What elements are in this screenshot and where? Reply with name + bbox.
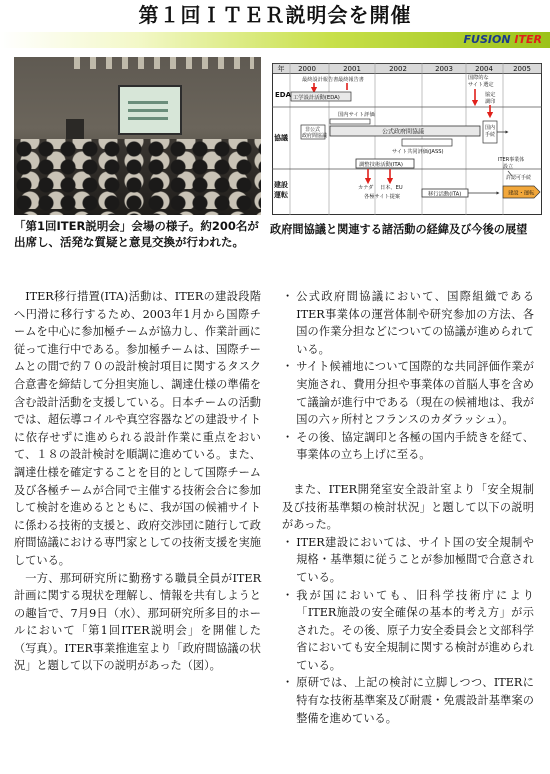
list-item: ・ 原研では、上記の検討に立脚しつつ、ITERに特有な技術基準案及び耐震・免震設計基準案の整備を進めている。 (282, 676, 534, 725)
right-column (282, 288, 534, 727)
row-label-eda: EDA (275, 91, 292, 99)
page-title: 第１回ＩＴＥＲ説明会を開催 (138, 3, 412, 27)
svg-text:設立: 設立 (503, 164, 514, 170)
label-japan-eu: 日本、EU (380, 185, 403, 191)
svg-text:協定: 協定 (485, 92, 496, 98)
label-transition: 移行活動(ITA) (428, 191, 462, 198)
left-paragraph-1: ITER移行措置(ITA)活動は、ITERの建設段階へ円滑に移行するため、2003年1月から国際チームを中心に参加極チームが協力し、作業計画に従って進行中である。参加極チームは、国際チームとの間で約７０の設計検討項目に関するタスク合意書を締結して分担実施し、調達仕様の準備を含む設計活動を支援している。日本チームの活動では、超伝導コイルや真空容器などの建設サイトに依存せずに進められる設計作業に重点をおいて、１８の設計検討を順調に進めている。また、調達仕様を確定することを目的として国際チーム及び各極チームが合同で主催する技術会合に参加して検討を進めるとともに、我が国の候補サイトに係わる技術的支援と、政府交渉団に随行して政府間協議における専門家としての技術支援を実施している。 (14, 290, 261, 567)
svg-text:運転: 運転 (274, 191, 288, 199)
svg-text:非公式: 非公式 (305, 127, 321, 133)
left-column (14, 288, 261, 675)
label-site-offers: 各極サイト提案 (364, 194, 400, 200)
svg-text:手続: 手続 (485, 132, 496, 138)
svg-text:ITER事業体: ITER事業体 (498, 157, 525, 163)
audience (14, 139, 261, 215)
left-paragraph-2: 一方、那珂研究所に勤務する職員全員がITER計画に関する現状を理解し、情報を共有しようとの趣旨で、7月9日（水）、那珂研究所多目的ホールにおいて「第1回ITER説明会」を開催した（写真）。ITER事業推進室より「政府間協議の状況」と題して以下の説明があった（図）。 (14, 571, 261, 673)
year-header-5: 2004 (475, 65, 493, 73)
figure-caption: 政府間協議と関連する諸活動の経緯及び今後の展望 (270, 223, 528, 236)
brand-prefix: FUSION (463, 33, 511, 46)
year-header-1: 2000 (298, 65, 316, 73)
svg-text:調印: 調印 (485, 99, 496, 105)
svg-text:国際的な: 国際的な (468, 75, 489, 81)
year-header-0: 年 (277, 65, 285, 73)
label-jass: サイト共同評価(JASS) (392, 149, 444, 155)
brand-suffix: ITER (514, 33, 542, 46)
list-item: ・ その後、協定調印と各極の国内手続きを経て、事業体の立ち上げに至る。 (282, 430, 534, 462)
list-item: ・ ITER建設においては、サイト国の安全規制や規格・基準類に従うことが参加極間で合意されている。 (282, 535, 534, 584)
svg-text:政府間協議: 政府間協議 (302, 133, 328, 139)
svg-text:建設: 建設 (274, 181, 288, 189)
label-permit: 許認可手続 (506, 175, 532, 181)
meeting-photo (14, 57, 261, 215)
right-paragraph: また、ITER開発室安全設計室より「安全規制及び技術基準類の検討状況」と題して以下の説明があった。 (282, 482, 534, 532)
photo-caption: 「第1回ITER説明会」会場の様子。約200名が出席し、活発な質疑と意見交換が行われた。 (14, 219, 259, 249)
brand-mark (464, 32, 542, 48)
svg-text:国内: 国内 (485, 125, 496, 131)
svg-text:国内サイト評価: 国内サイト評価 (338, 112, 375, 118)
svg-text:工学設計活動(EDA): 工学設計活動(EDA) (293, 95, 340, 101)
label-official: 公式政府間協議 (382, 128, 425, 136)
year-header-6: 2005 (513, 65, 531, 73)
row-label-consult: 協議 (274, 134, 288, 142)
label-canada: カナダ (358, 185, 374, 191)
year-header-4: 2003 (435, 65, 453, 73)
list-item: ・ 公式政府間協議において、国際組織であるITER事業体の運営体制や研究参加の方法、各国の作業分担などについての協議が進められている。 (282, 290, 534, 356)
list-item: ・ 我が国においても、旧科学技術庁により「ITER施設の安全確保の基本的考え方」が示された。その後、原子力安全委員会と文部科学省においても安全規制に関する検討が進められている。 (282, 588, 534, 672)
year-header-2: 2001 (343, 65, 361, 73)
timeline-diagram (272, 63, 542, 215)
label-construction: 建設・運転 (508, 190, 535, 197)
label-final-design: 最終設計報告書 (302, 77, 339, 83)
year-header-3: 2002 (389, 65, 407, 73)
projection-screen (118, 85, 182, 135)
label-coord: 調整技術活動(ITA) (359, 162, 403, 168)
list-item: ・ サイト候補地について国際的な共同評価作業が実施され、費用分担や事業体の首脳人事を含めて議論が進行中である（現在の候補地は、我が国の六ヶ所村とフランスのカダラッシュ）。 (282, 360, 534, 427)
svg-text:サイト選定: サイト選定 (468, 82, 494, 88)
label-final-report: 最終報告書 (338, 77, 364, 83)
